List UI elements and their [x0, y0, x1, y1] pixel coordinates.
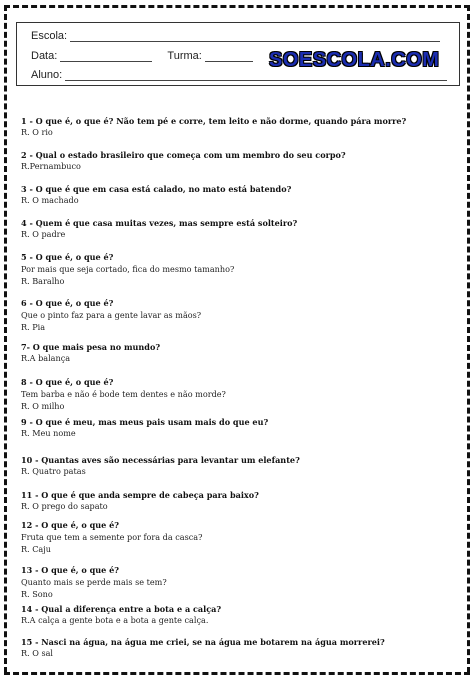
escola-field[interactable] — [70, 31, 440, 42]
riddle-item — [21, 342, 461, 364]
riddle-item — [21, 565, 461, 600]
riddle-question: 2 - Qual o estado brasileiro que começa com um membro do seu corpo? — [21, 150, 346, 160]
riddle-answer: R. Pia — [21, 322, 46, 332]
riddle-item — [21, 116, 461, 138]
riddle-item — [21, 298, 461, 333]
riddle-item — [21, 604, 461, 626]
riddle-subquestion: Que o pinto faz para a gente lavar as mãos? — [21, 310, 202, 320]
data-row — [31, 50, 253, 62]
aluno-label: Aluno: — [31, 69, 63, 81]
riddle-answer: R. O milho — [21, 401, 65, 411]
riddle-item — [21, 520, 461, 555]
escola-label: Escola: — [31, 30, 68, 42]
data-label: Data: — [31, 50, 58, 62]
riddle-question: 3 - O que é que em casa está calado, no mato está batendo? — [21, 184, 292, 194]
riddle-question: 9 - O que é meu, mas meus pais usam mais do que eu? — [21, 417, 269, 427]
soescola-logo: SOESCOLA.COM — [269, 49, 440, 71]
riddle-question: 13 - O que é, o que é? — [21, 565, 120, 575]
riddle-answer: R. Sono — [21, 589, 53, 599]
riddle-item — [21, 417, 461, 439]
riddle-question: 6 - O que é, o que é? — [21, 298, 114, 308]
riddle-question: 11 - O que é que anda sempre de cabeça para baixo? — [21, 490, 259, 500]
riddle-item — [21, 218, 461, 240]
riddle-item — [21, 150, 461, 172]
riddle-item — [21, 252, 461, 287]
riddle-subquestion: Por mais que seja cortado, fica do mesmo tamanho? — [21, 264, 235, 274]
dashed-frame-bottom — [4, 672, 470, 675]
riddle-question: 4 - Quem é que casa muitas vezes, mas sempre está solteiro? — [21, 218, 298, 228]
riddle-answer: R.Pernambuco — [21, 161, 81, 171]
turma-field[interactable] — [205, 51, 253, 62]
riddle-item — [21, 377, 461, 412]
dashed-frame-left — [4, 5, 7, 673]
riddle-answer: R. Quatro patas — [21, 466, 86, 476]
riddle-question: 14 - Qual a diferença entre a bota e a calça? — [21, 604, 222, 614]
riddle-answer: R. Caju — [21, 544, 51, 554]
riddle-answer: R. Baralho — [21, 276, 65, 286]
riddle-answer: R. O sal — [21, 648, 54, 658]
riddle-subquestion: Tem barba e não é bode tem dentes e não morde? — [21, 389, 226, 399]
riddle-question: 15 - Nasci na água, na água me criei, se na água me botarem na água morrerei? — [21, 637, 385, 647]
riddle-item — [21, 637, 461, 659]
turma-label: Turma: — [167, 50, 202, 62]
dashed-frame-top — [4, 5, 470, 8]
data-field[interactable] — [60, 51, 152, 62]
dashed-frame-right — [467, 5, 470, 673]
riddle-answer: R. O prego do sapato — [21, 501, 108, 511]
riddle-answer: R.A calça a gente bota e a bota a gente calça. — [21, 615, 209, 625]
riddle-subquestion: Quanto mais se perde mais se tem? — [21, 577, 167, 587]
riddle-answer: R. O rio — [21, 127, 53, 137]
riddle-item — [21, 455, 461, 477]
header-box — [16, 22, 460, 86]
riddle-question: 8 - O que é, o que é? — [21, 377, 114, 387]
riddle-item — [21, 490, 461, 512]
riddle-answer: R. O padre — [21, 229, 66, 239]
riddle-answer: R.A balança — [21, 353, 71, 363]
riddle-question: 7- O que mais pesa no mundo? — [21, 342, 161, 352]
riddle-question: 1 - O que é, o que é? Não tem pé e corre, tem leito e não dorme, quando pára morre? — [21, 116, 407, 126]
riddle-subquestion: Fruta que tem a semente por fora da casca? — [21, 532, 203, 542]
riddle-item — [21, 184, 461, 206]
escola-row — [31, 30, 440, 42]
riddle-question: 10 - Quantas aves são necessárias para levantar um elefante? — [21, 455, 300, 465]
riddle-question: 12 - O que é, o que é? — [21, 520, 120, 530]
riddle-answer: R. Meu nome — [21, 428, 76, 438]
riddle-answer: R. O machado — [21, 195, 79, 205]
riddle-question: 5 - O que é, o que é? — [21, 252, 114, 262]
